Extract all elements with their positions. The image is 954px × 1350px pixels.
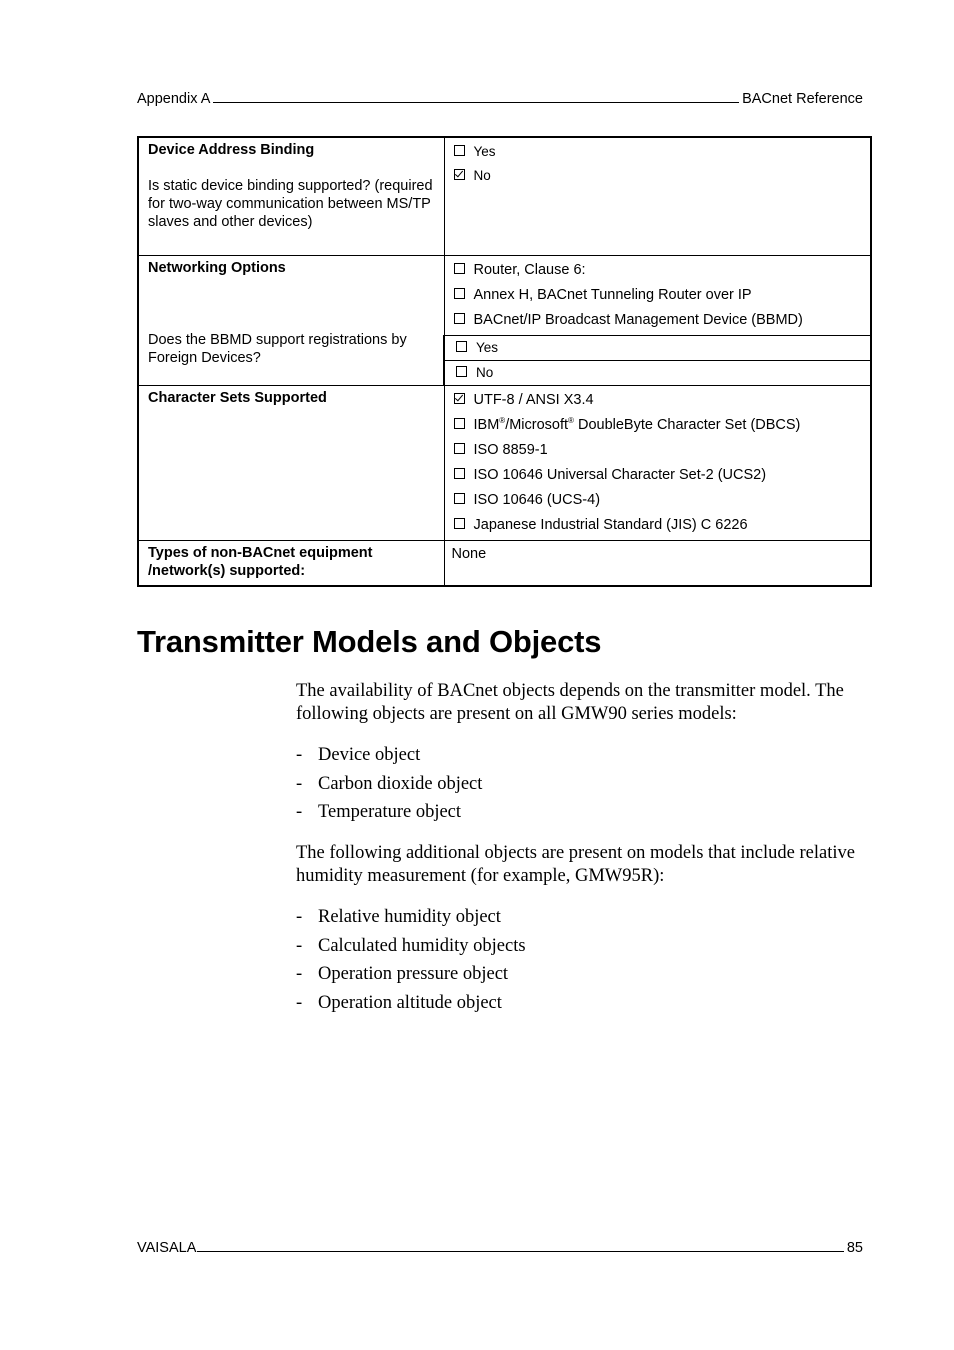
checkbox-icon	[456, 366, 467, 377]
non-bacnet-label-cell	[138, 541, 444, 587]
object-list-1	[296, 744, 856, 830]
checkbox-icon	[454, 468, 465, 479]
non-bacnet-value: None	[444, 541, 871, 587]
checkbox-icon	[454, 313, 465, 324]
bbmd-no-cell[interactable]: No	[444, 361, 871, 386]
footer-left: VAISALA	[137, 1240, 197, 1256]
non-bacnet-label: Types of non-BACnet equipment /network(s) supported:	[148, 545, 373, 579]
row-non-bacnet	[138, 541, 871, 587]
list-item: - Calculated humidity objects	[296, 935, 526, 956]
checkbox-icon	[454, 493, 465, 504]
checkbox-icon	[454, 263, 465, 274]
charsets-label-cell	[138, 386, 444, 541]
list-item: - Temperature object	[296, 802, 462, 822]
charsets-options	[444, 386, 871, 541]
checkbox-checked-icon	[454, 169, 465, 180]
option-router[interactable]: Router, Clause 6:	[452, 260, 863, 285]
checkbox-icon	[454, 518, 465, 529]
device-binding-label: Device Address Binding	[148, 142, 315, 158]
page-number: 85	[846, 1240, 863, 1256]
option-no[interactable]: No	[452, 166, 863, 190]
checkbox-icon	[454, 418, 465, 429]
checkbox-icon	[454, 145, 465, 156]
option-jis[interactable]: Japanese Industrial Standard (JIS) C 6226	[452, 515, 863, 537]
networking-question: Does the BBMD support registrations by Foreign Devices?	[148, 332, 407, 366]
networking-label-cell	[138, 256, 444, 386]
row-charsets	[138, 386, 871, 541]
option-ucs4[interactable]: ISO 10646 (UCS-4)	[452, 490, 863, 515]
list-item: - Device object	[296, 745, 421, 765]
header-right: BACnet Reference	[742, 91, 863, 107]
device-binding-label-cell	[138, 137, 444, 256]
row-networking	[138, 256, 871, 336]
option-yes[interactable]: Yes	[452, 142, 863, 166]
networking-label: Networking Options	[148, 260, 286, 276]
checkbox-icon	[454, 443, 465, 454]
page-header	[137, 90, 863, 107]
header-rule	[213, 90, 739, 103]
option-annex-h[interactable]: Annex H, BACnet Tunneling Router over IP	[452, 285, 863, 310]
pics-table	[137, 136, 872, 587]
paragraph-2: The following additional objects are present on models that include relative humidity measurement (for example, GMW95R):	[296, 843, 855, 886]
header-left: Appendix A	[137, 91, 211, 107]
checkbox-checked-icon	[454, 393, 465, 404]
footer-rule	[197, 1239, 843, 1252]
bbmd-yes-cell[interactable]: Yes	[444, 336, 871, 361]
device-binding-question: Is static device binding supported? (required for two-way communication between MS/TP slaves and other devices)	[148, 178, 433, 230]
paragraph-1: The availability of BACnet objects depends on the transmitter model. The following objects are present on all GMW90 series models:	[296, 681, 844, 724]
option-iso8859[interactable]: ISO 8859-1	[452, 440, 863, 465]
list-item: - Operation pressure object	[296, 964, 509, 984]
networking-options	[444, 256, 871, 336]
checkbox-icon	[454, 288, 465, 299]
page-footer	[137, 1239, 863, 1256]
option-utf8[interactable]: UTF-8 / ANSI X3.4	[452, 390, 863, 415]
list-item: - Carbon dioxide object	[296, 773, 483, 794]
object-list-2	[296, 906, 856, 1020]
row-device-binding	[138, 137, 871, 256]
device-binding-options	[444, 137, 871, 256]
charsets-label: Character Sets Supported	[148, 390, 327, 406]
option-bbmd[interactable]: BACnet/IP Broadcast Management Device (BBMD)	[452, 310, 863, 332]
option-dbcs[interactable]: IBM®/Microsoft® DoubleByte Character Set (DBCS)	[452, 415, 863, 440]
checkbox-icon	[456, 341, 467, 352]
list-item: - Operation altitude object	[296, 992, 502, 1013]
option-ucs2[interactable]: ISO 10646 Universal Character Set-2 (UCS2)	[452, 465, 863, 490]
list-item: - Relative humidity object	[296, 907, 501, 927]
section-title: Transmitter Models and Objects	[137, 624, 602, 659]
